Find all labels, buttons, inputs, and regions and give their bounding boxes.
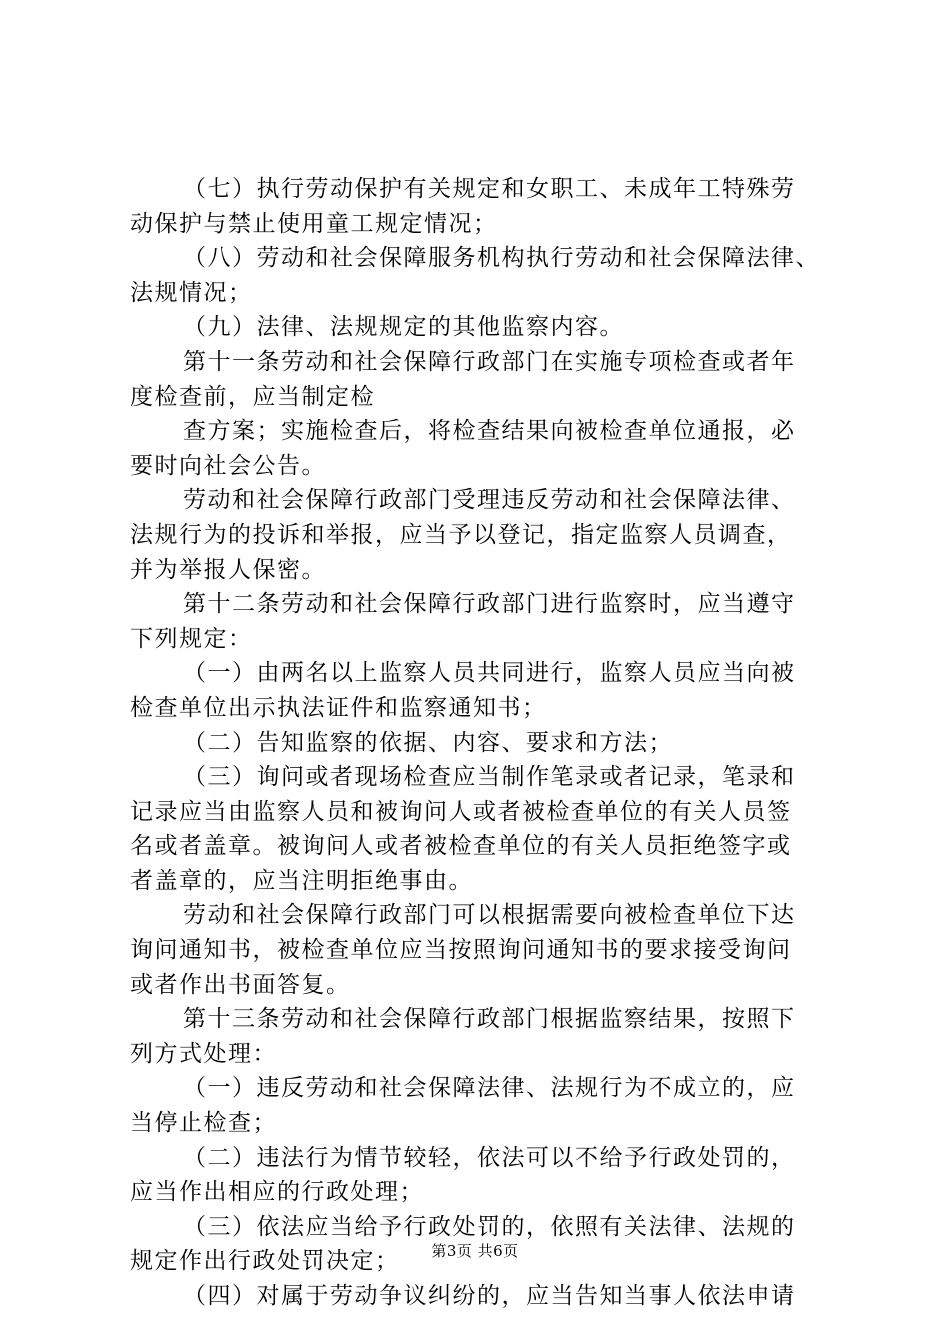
text-line: 法规行为的投诉和举报，应当予以登记，指定监察人员调查， bbox=[130, 521, 792, 548]
text-line: 度检查前，应当制定检 bbox=[130, 383, 375, 410]
page-footer: 第3页 共6页 bbox=[431, 1242, 519, 1260]
text-line: 法规情况； bbox=[130, 279, 253, 306]
text-line: （八）劳动和社会保障服务机构执行劳动和社会保障法律、 bbox=[183, 245, 820, 272]
text-line: （七）执行劳动保护有关规定和女职工、未成年工特殊劳 bbox=[183, 176, 796, 202]
text-line: （一）由两名以上监察人员共同进行，监察人员应当向被 bbox=[183, 660, 796, 687]
text-line: 或者作出书面答复。 bbox=[130, 971, 351, 998]
text-line: 记录应当由监察人员和被询问人或者被检查单位的有关人员签 bbox=[130, 798, 792, 825]
text-line: （二）违法行为情节较轻，依法可以不给予行政处罚的， bbox=[183, 1144, 796, 1171]
text-line: 动保护与禁止使用童工规定情况； bbox=[130, 210, 498, 237]
text-line: 名或者盖章。被询问人或者被检查单位的有关人员拒绝签字或 bbox=[130, 833, 792, 860]
text-line: 当停止检查； bbox=[130, 1110, 277, 1137]
text-line: 下列规定： bbox=[130, 625, 253, 652]
document-body bbox=[130, 172, 835, 1314]
text-line: （三）依法应当给予行政处罚的，依照有关法律、法规的 bbox=[183, 1213, 796, 1240]
text-line: （九）法律、法规规定的其他监察内容。 bbox=[183, 314, 624, 341]
text-line: 应当作出相应的行政处理； bbox=[130, 1179, 424, 1206]
text-line: 并为举报人保密。 bbox=[130, 556, 326, 583]
text-line: （二）告知监察的依据、内容、要求和方法； bbox=[183, 729, 673, 756]
text-line: （三）询问或者现场检查应当制作笔录或者记录，笔录和 bbox=[183, 764, 796, 791]
text-line: （一）违反劳动和社会保障法律、法规行为不成立的，应 bbox=[183, 1075, 796, 1102]
text-line: 者盖章的，应当注明拒绝事由。 bbox=[130, 867, 473, 894]
text-line: （四）对属于劳动争议纠纷的，应当告知当事人依法申请 bbox=[183, 1283, 796, 1309]
text-line: 检查单位出示执法证件和监察通知书； bbox=[130, 694, 547, 721]
text-line: 劳动和社会保障行政部门受理违反劳动和社会保障法律、 bbox=[183, 487, 796, 514]
text-line: 询问通知书，被检查单位应当按照询问通知书的要求接受询问 bbox=[130, 937, 792, 964]
text-line: 规定作出行政处罚决定； bbox=[130, 1248, 400, 1275]
text-line: 第十二条劳动和社会保障行政部门进行监察时，应当遵守 bbox=[183, 591, 796, 618]
text-line: 劳动和社会保障行政部门可以根据需要向被检查单位下达 bbox=[183, 902, 796, 929]
text-line: 第十一条劳动和社会保障行政部门在实施专项检查或者年 bbox=[183, 348, 796, 375]
text-line: 第十三条劳动和社会保障行政部门根据监察结果，按照下 bbox=[183, 1006, 796, 1033]
text-line: 要时向社会公告。 bbox=[130, 452, 326, 479]
text-line: 查方案；实施检查后，将检查结果向被检查单位通报，必 bbox=[183, 418, 796, 445]
text-line: 列方式处理： bbox=[130, 1040, 277, 1067]
